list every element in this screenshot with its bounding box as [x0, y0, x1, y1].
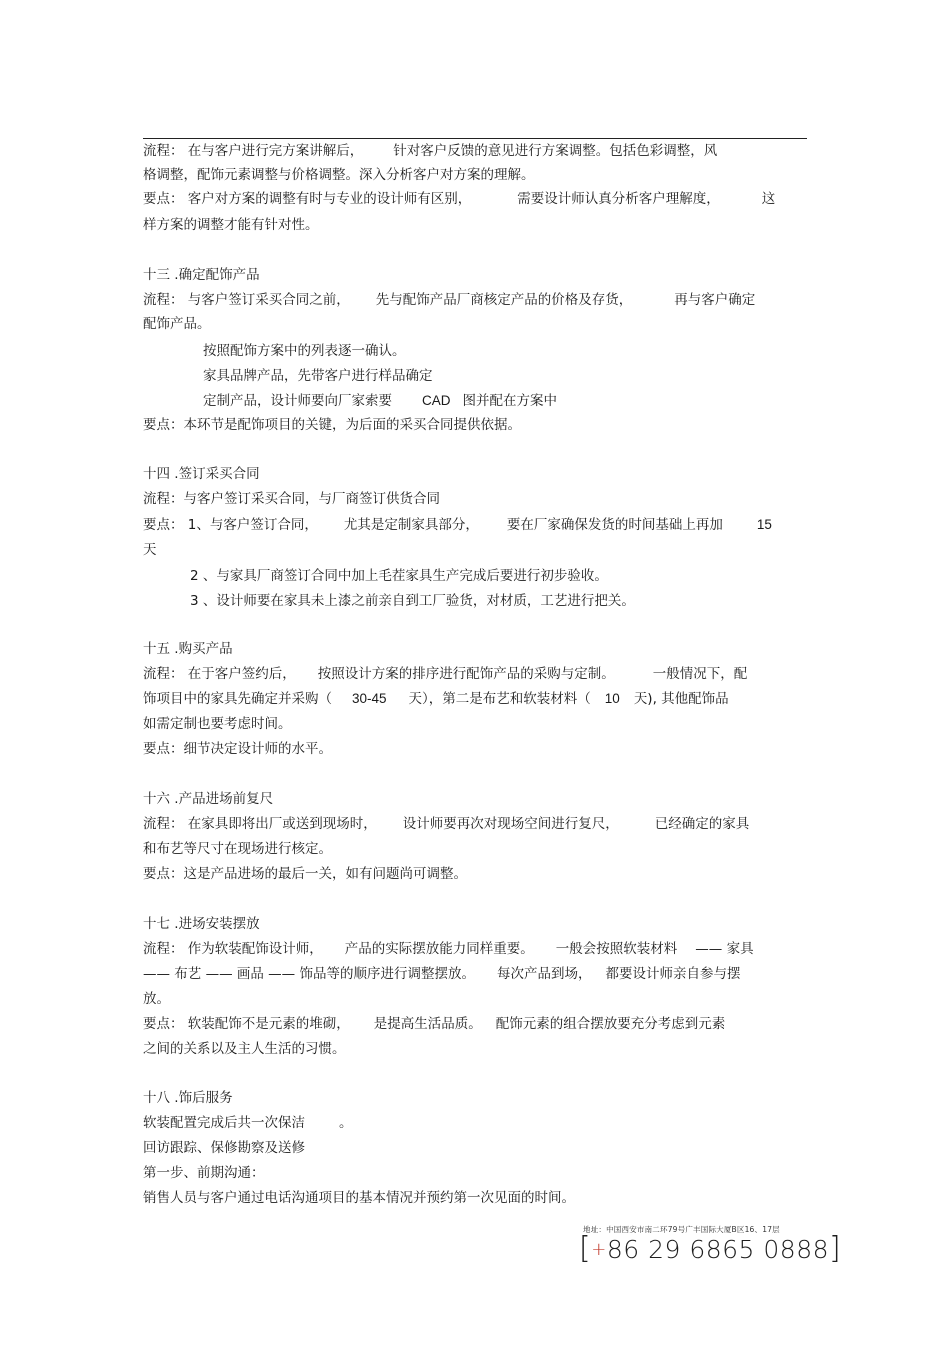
phone-bracket-right: ]: [829, 1231, 842, 1266]
key-point: 要点：这是产品进场的最后一关，如有问题尚可调整。: [143, 866, 467, 882]
key-point: 之间的关系以及主人生活的习惯。: [143, 1041, 346, 1057]
paragraph-line: 回访跟踪、保修勘察及送修: [143, 1140, 305, 1156]
section-title: 十八 .饰后服务: [143, 1090, 233, 1106]
paragraph-line: 放。: [143, 991, 170, 1007]
footer-phone: [579, 1231, 842, 1266]
section-title: 十三 .确定配饰产品: [143, 267, 260, 283]
paragraph-line: 要点： 客户对方案的调整有时与专业的设计师有区别， 需要设计师认真分析客户理解度， 这: [143, 191, 776, 207]
key-point: 要点：细节决定设计师的水平。: [143, 741, 332, 757]
key-point: 3 、设计师要在家具未上漆之前亲自到工厂验货，对材质，工艺进行把关。: [190, 593, 635, 609]
paragraph-line: 流程： 与客户签订采买合同之前， 先与配饰产品厂商核定产品的价格及存货， 再与客户确定: [143, 292, 756, 308]
paragraph-line: —— 布艺 —— 画品 —— 饰品等的顺序进行调整摆放。 每次产品到场， 都要设计师亲自参与摆: [143, 966, 741, 982]
paragraph-line: 软装配置完成后共一次保洁 。: [143, 1115, 353, 1131]
paragraph-line: 流程： 在家具即将出厂或送到现场时， 设计师要再次对现场空间进行复尺， 已经确定的家具: [143, 816, 750, 832]
key-point: 天: [143, 542, 157, 558]
phone-plus: +: [591, 1239, 607, 1260]
phone-bracket-left: [: [579, 1231, 592, 1266]
paragraph-line: 流程： 在与客户进行完方案讲解后， 针对客户反馈的意见进行方案调整。包括色彩调整，风: [143, 143, 718, 159]
key-point: 要点：本环节是配饰项目的关键，为后面的采买合同提供依据。: [143, 417, 521, 433]
phone-number: 86 29 6865 0888: [606, 1235, 830, 1264]
list-item: 定制产品，设计师要向厂家索要 CAD 图并配在方案中: [203, 393, 558, 409]
paragraph-line: 样方案的调整才能有针对性。: [143, 217, 319, 233]
footer-address: 地址：中国西安市南二环79号广丰国际大厦B区16、17层: [583, 1225, 780, 1234]
key-point: 要点： 1、与客户签订合同， 尤其是定制家具部分， 要在厂家确保发货的时间基础上再加 15: [143, 517, 772, 533]
section-title: 十六 .产品进场前复尺: [143, 791, 274, 807]
paragraph-line: 配饰产品。: [143, 316, 211, 332]
paragraph-line: 第一步、前期沟通：: [143, 1165, 265, 1181]
section-title: 十四 .签订采买合同: [143, 466, 260, 482]
paragraph-line: 流程： 作为软装配饰设计师， 产品的实际摆放能力同样重要。 一般会按照软装材料 —— 家具: [143, 941, 754, 957]
key-point: 要点： 软装配饰不是元素的堆砌， 是提高生活品质。 配饰元素的组合摆放要充分考虑到元素: [143, 1016, 726, 1032]
section-title: 十五 .购买产品: [143, 641, 233, 657]
paragraph-line: 饰项目中的家具先确定并采购（ 30-45 天），第二是布艺和软装材料（ 10 天), 其他配饰品: [143, 691, 729, 707]
paragraph-line: 格调整，配饰元素调整与价格调整。深入分析客户对方案的理解。: [143, 167, 535, 183]
paragraph-line: 和布艺等尺寸在现场进行核定。: [143, 841, 332, 857]
list-item: 家具品牌产品，先带客户进行样品确定: [203, 368, 433, 384]
key-point: 2 、与家具厂商签订合同中加上毛茬家具生产完成后要进行初步验收。: [190, 568, 608, 584]
section-title: 十七 .进场安装摆放: [143, 916, 260, 932]
paragraph-line: 流程：与客户签订采买合同，与厂商签订供货合同: [143, 491, 440, 507]
paragraph-line: 流程： 在于客户签约后， 按照设计方案的排序进行配饰产品的采购与定制。 一般情况下，配: [143, 666, 748, 682]
list-item: 按照配饰方案中的列表逐一确认。: [203, 343, 406, 359]
paragraph-line: 销售人员与客户通过电话沟通项目的基本情况并预约第一次见面的时间。: [143, 1190, 575, 1206]
paragraph-line: 如需定制也要考虑时间。: [143, 716, 292, 732]
header-rule: [143, 138, 807, 139]
